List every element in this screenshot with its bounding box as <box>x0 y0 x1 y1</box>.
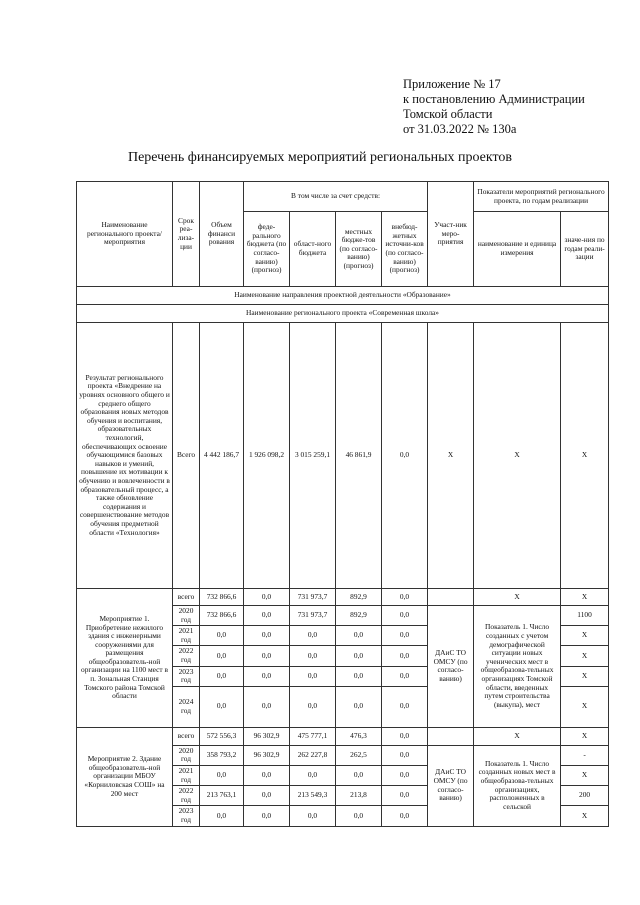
col-header-term: Срок реа-лиза-ции <box>173 182 200 287</box>
measure-term: 2023 год <box>173 666 200 686</box>
measure-volume: 358 793,2 <box>200 745 244 765</box>
measure-loc: 0,0 <box>336 806 382 826</box>
measure-loc: 476,3 <box>336 727 382 745</box>
projects-table <box>76 181 609 827</box>
col-header-participant: Участ-ник меро-приятия <box>428 182 474 287</box>
measure-term: 2023 год <box>173 806 200 826</box>
measure-fed: 0,0 <box>244 806 290 826</box>
col-header-name: Наименование регионального проекта/ мероприятия <box>77 182 173 287</box>
measure-volume: 0,0 <box>200 765 244 785</box>
measure-volume: 0,0 <box>200 686 244 727</box>
measure-reg: 0,0 <box>290 646 336 666</box>
measure-term: 2021 год <box>173 765 200 785</box>
col-header-loc: местных бюдже-тов (по согласо-ванию) (прогноз) <box>336 212 382 287</box>
measure-fed: 0,0 <box>244 765 290 785</box>
measure-reg: 475 777,1 <box>290 727 336 745</box>
measure-term: всего <box>173 727 200 745</box>
section-direction: Наименование направления проектной деятельности «Образование» <box>77 287 609 305</box>
measure-ext: 0,0 <box>382 806 428 826</box>
measure-reg: 0,0 <box>290 806 336 826</box>
measure-volume: 572 556,3 <box>200 727 244 745</box>
result-ind-val: X <box>561 323 609 589</box>
col-header-reg: област-ного бюджета <box>290 212 336 287</box>
result-reg: 3 015 259,1 <box>290 323 336 589</box>
measure-loc: 0,0 <box>336 765 382 785</box>
measure-ind-val: 1100 <box>561 606 609 626</box>
resolution-ref: к постановлению Администрации <box>403 92 585 106</box>
measure-term: всего <box>173 589 200 606</box>
measure-term: 2020 год <box>173 745 200 765</box>
measure-term: 2022 год <box>173 646 200 666</box>
col-header-volume: Объем финанси рования <box>200 182 244 287</box>
resolution-date: от 31.03.2022 № 130а <box>403 122 517 136</box>
section-project: Наименование регионального проекта «Современная школа» <box>77 305 609 323</box>
measure-ind-val: X <box>561 646 609 666</box>
measure-volume: 732 866,6 <box>200 589 244 606</box>
measure-reg: 731 973,7 <box>290 606 336 626</box>
measure-fed: 0,0 <box>244 606 290 626</box>
measure-ind-val: X <box>561 686 609 727</box>
measure-ext: 0,0 <box>382 626 428 646</box>
result-volume: 4 442 186,7 <box>200 323 244 589</box>
result-ext: 0,0 <box>382 323 428 589</box>
col-header-indicators: Показатели мероприятий регионального проекта, по годам реализации <box>474 182 609 212</box>
measure-ind-val: 200 <box>561 786 609 806</box>
measure-ext: 0,0 <box>382 745 428 765</box>
table-row <box>77 323 609 589</box>
measure-ind-val: X <box>561 727 609 745</box>
measure-ext: 0,0 <box>382 606 428 626</box>
measure-fed: 96 302,9 <box>244 745 290 765</box>
measure-loc: 0,0 <box>336 626 382 646</box>
measure-ind-val: X <box>561 666 609 686</box>
measure-term: 2024 год <box>173 686 200 727</box>
measure-ext: 0,0 <box>382 686 428 727</box>
page-title: Перечень финансируемых мероприятий региональных проектов <box>127 150 513 165</box>
region-name: Томской области <box>403 107 493 121</box>
measure-loc: 892,9 <box>336 606 382 626</box>
measure-participant-blank <box>428 727 474 745</box>
measure-indicator: Показатель 1. Число созданных новых мест в общеобразова-тельных организациях, расположенных в сельской <box>474 745 561 826</box>
measure-ext: 0,0 <box>382 786 428 806</box>
measure-reg: 0,0 <box>290 666 336 686</box>
measure-fed: 0,0 <box>244 786 290 806</box>
measure-reg: 262 227,8 <box>290 745 336 765</box>
measure-volume: 0,0 <box>200 666 244 686</box>
measure-ext: 0,0 <box>382 765 428 785</box>
result-fed: 1 926 098,2 <box>244 323 290 589</box>
col-header-ind-val: значе-ния по годам реали-зации <box>561 212 609 287</box>
measure-volume: 213 763,1 <box>200 786 244 806</box>
measure-ind-val: X <box>561 589 609 606</box>
measure-volume: 0,0 <box>200 806 244 826</box>
measure-ind-val: X <box>561 806 609 826</box>
measure-participant: ДАиС ТО ОМСУ (по согласо-ванию) <box>428 606 474 728</box>
measure-fed: 0,0 <box>244 686 290 727</box>
measure-ext: 0,0 <box>382 646 428 666</box>
result-term: Всего <box>173 323 200 589</box>
measure-participant: ДАиС ТО ОМСУ (по согласо-ванию) <box>428 745 474 826</box>
document-header <box>403 77 585 137</box>
measure-loc: 892,9 <box>336 589 382 606</box>
measure-ext: 0,0 <box>382 666 428 686</box>
measure-fed: 0,0 <box>244 666 290 686</box>
measure-reg: 731 973,7 <box>290 589 336 606</box>
measure-ind-val: X <box>561 765 609 785</box>
col-header-ext: внебюд-жетных источни-ков (по согласо-ванию) (прогноз) <box>382 212 428 287</box>
measure-loc: 0,0 <box>336 646 382 666</box>
measure-ext: 0,0 <box>382 589 428 606</box>
measure-reg: 0,0 <box>290 686 336 727</box>
measure-volume: 0,0 <box>200 626 244 646</box>
measure-reg: 0,0 <box>290 765 336 785</box>
measure-ind-name: X <box>474 589 561 606</box>
col-header-fed: феде-рального бюджета (по согласо-ванию) (прогноз) <box>244 212 290 287</box>
table-row <box>77 727 609 745</box>
measure-name: Мероприятие 2. Здание общеобразователь-ной организации МБОУ «Корниловская СОШ» на 200 мест <box>77 727 173 826</box>
result-ind-name: X <box>474 323 561 589</box>
measure-fed: 0,0 <box>244 589 290 606</box>
col-header-ind-name: наименование и единица измерения <box>474 212 561 287</box>
measure-fed: 0,0 <box>244 626 290 646</box>
measure-ind-val: X <box>561 626 609 646</box>
measure-ext: 0,0 <box>382 727 428 745</box>
result-participant: X <box>428 323 474 589</box>
table-row <box>77 589 609 606</box>
col-header-incl: В том числе за счет средств: <box>244 182 428 212</box>
measure-term: 2022 год <box>173 786 200 806</box>
result-loc: 46 861,9 <box>336 323 382 589</box>
measure-volume: 732 866,6 <box>200 606 244 626</box>
measure-fed: 0,0 <box>244 646 290 666</box>
measure-loc: 262,5 <box>336 745 382 765</box>
measure-term: 2020 год <box>173 606 200 626</box>
measure-participant-blank <box>428 589 474 606</box>
measure-term: 2021 год <box>173 626 200 646</box>
measure-ind-name: X <box>474 727 561 745</box>
measure-reg: 213 549,3 <box>290 786 336 806</box>
appendix-number: Приложение № 17 <box>403 77 501 91</box>
measure-fed: 96 302,9 <box>244 727 290 745</box>
result-name: Результат регионального проекта «Внедрение на уровнях основного общего и среднего общего образования новых методов обучения и воспитания, образовательных технологий, обеспечивающих освоение обучающимися базовых навыков и умений, повышение их мотивации к обучению и вовлеченности в образовательный процесс, а также обновление содержания и совершенствование методов обучения предметной области «Технология» <box>77 323 173 589</box>
measure-ind-val: - <box>561 745 609 765</box>
measure-indicator: Показатель 1. Число созданных с учетом демографической ситуации новых ученических мест в общеобразова-тельных организациях Томской области, введенных путем строительства (выкупа), мест <box>474 606 561 728</box>
measure-loc: 213,8 <box>336 786 382 806</box>
measure-name: Мероприятие 1. Приобретение нежилого здания с инженерными сооружениями для размещения общеобразователь-ной организации на 1100 мест в п. Зональная Станция Томского района Томской области <box>77 589 173 728</box>
measure-reg: 0,0 <box>290 626 336 646</box>
measure-volume: 0,0 <box>200 646 244 666</box>
measure-loc: 0,0 <box>336 666 382 686</box>
measure-loc: 0,0 <box>336 686 382 727</box>
